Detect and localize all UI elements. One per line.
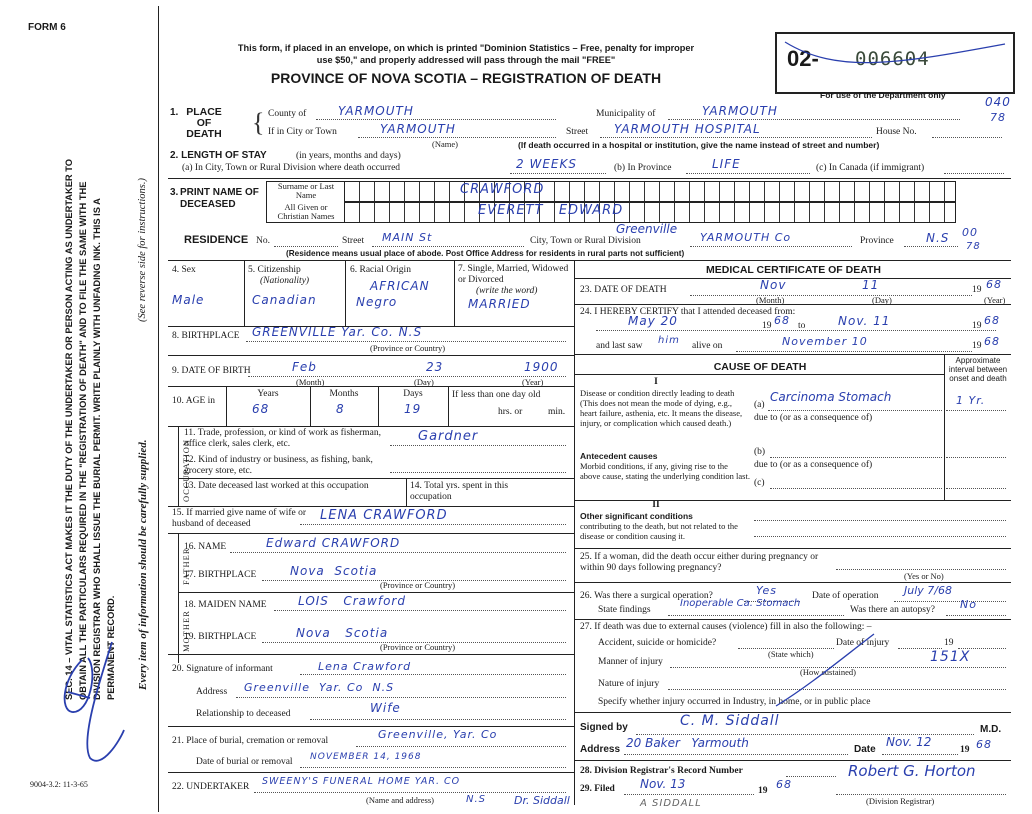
residence-label: RESIDENCE xyxy=(184,234,249,246)
county-value: YARMOUTH xyxy=(338,104,414,118)
form-code: 9004-3.2: 11-3-65 xyxy=(30,780,88,789)
cause-b-label: (b) xyxy=(754,447,766,457)
mother-name-label: 18. MAIDEN NAME xyxy=(184,600,267,610)
op-date-label: Date of operation xyxy=(812,591,879,601)
lastsaw-label: and last saw xyxy=(596,341,643,351)
statute-text: SEC. 14 – VITAL STATISTICS ACT MAKES IT THE DUTY OF THE UNDERTAKER OR PERSON ACTING AS UNDERTAKER TO OBTAIN ALL THE PARTICULARS REQUIRED IN THE "REGISTRATION OF DEATH" AND TO FILE THE SAME WITH THE DIVISION REGISTRAR WHO SHALL ISSUE THE BURIAL PERMIT. WRITE PLAINLY WITH UNFADING INK. THIS IS A PERMANENT RECORD. xyxy=(64,159,116,700)
spouse-value: LENA CRAWFORD xyxy=(320,508,448,523)
mother-bp-caption: (Province or Country) xyxy=(380,642,456,652)
stay-a-value: 2 WEEKS xyxy=(516,157,577,171)
dod-month: Nov xyxy=(760,278,787,292)
spouse-label: 15. If married give name of wife or husband of deceased xyxy=(172,508,307,529)
cause-a-consequence: due to (or as a consequence of) xyxy=(754,413,873,423)
cause-b-consequence: due to (or as a consequence of) xyxy=(754,460,873,470)
years-spent-label: 14. Total yrs. spent in this occupation xyxy=(410,481,509,502)
days-value: 19 xyxy=(404,402,422,416)
stay-b-label: (b) In Province xyxy=(614,163,672,173)
undertaker-value: SWEENY'S FUNERAL HOME YAR. CO xyxy=(262,776,461,787)
residence-street-value: MAIN St xyxy=(382,231,433,244)
dod-label: 23. DATE OF DEATH xyxy=(580,285,667,295)
trade-label: 11. Trade, profession, or kind of work as fisherman, office clerk, sales clerk, etc. xyxy=(184,428,382,449)
attend-from-century: 19 xyxy=(762,321,772,331)
father-section: FATHER xyxy=(181,547,191,585)
undertaker-extra2: A SIDDALL xyxy=(640,798,702,809)
dept-code2: 78 xyxy=(990,111,1006,124)
dob-year-caption: (Year) xyxy=(522,377,544,387)
cause-a-interval: 1 Yr. xyxy=(956,394,986,407)
city-name-caption: (Name) xyxy=(432,139,458,149)
part1-label: I xyxy=(654,377,658,387)
op-date-value: July 7/68 xyxy=(904,584,952,597)
signed-value: C. M. Siddall xyxy=(680,713,780,729)
dod-year-caption: (Year) xyxy=(984,295,1006,305)
injury-date-label: Date of injury xyxy=(836,638,890,648)
other-note: contributing to the death, but not related to the disease or condition causing it. xyxy=(580,521,738,541)
filed-value: Nov. 13 xyxy=(640,777,686,791)
sig-date-label: Date xyxy=(854,744,876,755)
sig-date-year: 68 xyxy=(976,738,992,751)
stay-a-label: (a) In City, Town or Rural Division where death occurred xyxy=(182,163,401,173)
stay-note: (in years, months and days) xyxy=(296,151,401,161)
sex-label: 4. Sex xyxy=(172,265,196,275)
father-name-label: 16. NAME xyxy=(184,542,227,552)
signed-label: Signed by xyxy=(580,722,628,733)
stay-c-label: (c) In Canada (if immigrant) xyxy=(816,163,925,173)
county-label: County of xyxy=(268,109,307,119)
industry-label: 12. Kind of industry or business, as fishing, bank, grocery store, etc. xyxy=(184,455,373,476)
mother-name-value: LOIS Crawford xyxy=(298,594,406,608)
days-label: Days xyxy=(403,389,423,399)
hospital-note: (If death occurred in a hospital or institution, give the name instead of street and number) xyxy=(518,140,880,150)
birthplace-caption: (Province or Country) xyxy=(370,343,446,353)
attend-from-year: 68 xyxy=(774,314,790,327)
informant-relation-label: Relationship to deceased xyxy=(196,709,291,719)
q25-caption: (Yes or No) xyxy=(904,571,944,581)
residence-code1: 00 xyxy=(962,226,978,239)
stay-b-value: LIFE xyxy=(712,157,741,171)
months-value: 8 xyxy=(336,402,345,416)
surname-boxes xyxy=(344,181,956,202)
residence-city-value: YARMOUTH Co xyxy=(700,231,792,244)
attend-to-century: 19 xyxy=(972,321,982,331)
given-boxes xyxy=(344,202,956,223)
municipality-label: Municipality of xyxy=(596,109,656,119)
sidebar-signature-mark xyxy=(50,640,140,770)
dob-label: 9. DATE OF BIRTH xyxy=(172,366,251,376)
street-label: Street xyxy=(566,127,589,137)
industry-question: Specify whether injury occurred in Industry, in home, or in public place xyxy=(598,697,871,707)
lastsaw-year: 68 xyxy=(984,335,1000,348)
registrar-signature: Robert G. Horton xyxy=(848,762,976,780)
form-number: FORM 6 xyxy=(28,22,66,33)
surname-value: CRAWFORD xyxy=(460,182,545,197)
strike-mark xyxy=(770,630,880,710)
undertaker-label: 22. UNDERTAKER xyxy=(172,782,250,792)
residence-note: (Residence means usual place of abode. Post Office Address for residents in rural parts not sufficient) xyxy=(286,249,685,258)
city-label: If in City or Town xyxy=(268,127,337,137)
informant-address-label: Address xyxy=(196,687,228,697)
filed-label: 29. Filed xyxy=(580,784,615,794)
given-value: EVERETT EDWARD xyxy=(478,203,624,218)
dob-month: Feb xyxy=(292,360,317,374)
cause-a-label: (a) xyxy=(754,400,765,410)
occupation-section: OCCUPATION xyxy=(181,438,191,502)
mother-bp-value: Nova Scotia xyxy=(296,626,389,640)
reg-prefix: 02- xyxy=(787,46,819,71)
autopsy-value: No xyxy=(960,598,977,611)
dob-day: 23 xyxy=(426,360,444,374)
other-label: Other significant conditions xyxy=(580,511,693,521)
sig-date-century: 19 xyxy=(960,745,970,755)
house-label: House No. xyxy=(876,127,917,137)
manner-label: Manner of injury xyxy=(598,657,663,667)
stay-label: 2. LENGTH OF STAY xyxy=(170,150,267,161)
informant-relation-value: Wife xyxy=(370,701,401,715)
form-title: PROVINCE OF NOVA SCOTIA – REGISTRATION OF DEATH xyxy=(270,70,662,86)
place-num: 1. xyxy=(170,107,179,118)
surname-label: Surname or Last Name xyxy=(277,181,335,200)
informant-address-value: Greenville Yar. Co N.S xyxy=(244,681,395,694)
md-label: M.D. xyxy=(980,724,1002,735)
citizenship-label: 5. Citizenship xyxy=(248,265,301,275)
sex-value: Male xyxy=(172,293,205,307)
icd-code: 151X xyxy=(930,649,971,665)
mother-bp-label: 19. BIRTHPLACE xyxy=(184,632,257,642)
racial-value2: Negro xyxy=(356,295,398,309)
residence-city-top: Greenville xyxy=(616,222,678,236)
q26-label: 26. Was there a surgical operation? xyxy=(580,591,713,601)
citizenship-value: Canadian xyxy=(252,293,317,307)
residence-street-label: Street xyxy=(342,236,365,246)
marital-note: (write the word) xyxy=(476,286,538,296)
lessday-label: If less than one day old xyxy=(452,390,541,400)
to-label: to xyxy=(798,321,806,331)
antecedent-note: Morbid conditions, if any, giving rise to the above cause, stating the underlying condition last. xyxy=(580,461,750,481)
dod-month-caption: (Month) xyxy=(756,295,785,305)
place-brace: { xyxy=(252,108,265,137)
burial-date-value: NOVEMBER 14, 1968 xyxy=(310,752,422,762)
how-sustained: (How sustained) xyxy=(800,667,856,677)
lastsaw-date: November 10 xyxy=(782,335,868,348)
antecedent-label: Antecedent causes xyxy=(580,451,658,461)
years-value: 68 xyxy=(252,402,270,416)
mother-section: MOTHER xyxy=(181,610,191,652)
alive-label: alive on xyxy=(692,341,723,351)
supply-text: Every item of information should be carefully supplied. xyxy=(137,439,149,690)
marital-label: 7. Single, Married, Widowed or Divorced xyxy=(458,264,569,285)
residence-code2: 78 xyxy=(966,241,981,252)
filed-year: 68 xyxy=(776,778,792,791)
dob-day-caption: (Day) xyxy=(414,377,434,387)
residence-no-label: No. xyxy=(256,236,270,246)
lastworked-label: 13. Date deceased last worked at this occupation xyxy=(184,481,369,491)
hrs-label: hrs. or xyxy=(498,407,523,417)
interval-label: Approximate interval between onset and death xyxy=(948,356,1008,383)
q25-label: 25. If a woman, did the death occur either during pregnancy or within 90 days following pregnancy? xyxy=(580,552,819,573)
racial-value1: AFRICAN xyxy=(370,279,430,293)
attend-to-year: 68 xyxy=(984,314,1000,327)
name-label: PRINT NAME OF DECEASED xyxy=(180,187,259,210)
notice-line1: This form, if placed in an envelope, on which is printed "Dominion Statistics – Free, penalty for improper xyxy=(237,43,695,53)
notice-line2: use $50," and properly addressed will pass through the mail "FREE" xyxy=(316,55,616,65)
burial-place-value: Greenville, Yar. Co xyxy=(378,728,498,741)
undertaker-value2: N.S xyxy=(466,794,487,805)
registrar-caption: (Division Registrar) xyxy=(866,796,935,806)
father-bp-value: Nova Scotia xyxy=(290,564,378,578)
cause-title: CAUSE OF DEATH xyxy=(713,361,807,373)
attend-to: Nov. 11 xyxy=(838,314,891,328)
reverse-note: (See reverse side for instructions.) xyxy=(137,178,148,322)
dod-year: 68 xyxy=(986,278,1002,291)
street-value: YARMOUTH HOSPITAL xyxy=(614,122,761,136)
birthplace-value: GREENVILLE Yar. Co. N.S xyxy=(252,325,423,339)
dod-day-caption: (Day) xyxy=(872,295,892,305)
burial-place-label: 21. Place of burial, cremation or removal xyxy=(172,736,329,746)
nature-label: Nature of injury xyxy=(598,679,660,689)
father-name-value: Edward CRAWFORD xyxy=(266,536,401,550)
findings-label: State findings xyxy=(598,605,651,615)
dob-year: 1900 xyxy=(524,360,559,374)
father-bp-caption: (Province or Country) xyxy=(380,580,456,590)
informant-sig-label: 20. Signature of informant xyxy=(172,664,273,674)
dept-code1: 040 xyxy=(985,95,1011,109)
residence-province-label: Province xyxy=(860,236,894,246)
municipality-value: YARMOUTH xyxy=(702,104,778,118)
autopsy-label: Was there an autopsy? xyxy=(850,605,935,615)
city-value: YARMOUTH xyxy=(380,122,456,136)
given-label: All Given or Christian Names xyxy=(277,202,335,221)
findings-value: Inoperable Ca. Stomach xyxy=(680,598,801,609)
record-label: 28. Division Registrar's Record Number xyxy=(580,766,743,776)
sig-address-label: Address xyxy=(580,744,621,755)
injury-century: 19 xyxy=(944,638,954,648)
attend-label: 24. I HEREBY CERTIFY that I attended deceased from: xyxy=(580,307,796,317)
undertaker-caption: (Name and address) xyxy=(366,795,434,805)
place-label: PLACE OF DEATH xyxy=(186,106,222,140)
informant-sig-value: Lena Crawford xyxy=(318,660,412,673)
lastsaw-who: him xyxy=(658,335,680,346)
lastsaw-century: 19 xyxy=(972,341,982,351)
father-bp-label: 17. BIRTHPLACE xyxy=(184,570,257,580)
q26-value: Yes xyxy=(756,584,778,597)
residence-province-value: N.S xyxy=(926,231,950,245)
accident-label: Accident, suicide or homicide? xyxy=(598,638,717,648)
sig-address-value: 20 Baker Yarmouth xyxy=(626,736,749,750)
months-label: Months xyxy=(329,389,359,399)
burial-date-label: Date of burial or removal xyxy=(196,757,293,767)
min-label: min. xyxy=(548,407,566,417)
age-label: 10. AGE in xyxy=(172,396,216,406)
disease-label: Disease or condition directly leading to death (This does not mean the mode of dying, e.g., heart failure, asthenia, etc. It means the disease, injury, or complication which caused death.) xyxy=(580,388,743,428)
filed-century: 19 xyxy=(758,786,768,796)
dod-century: 19 xyxy=(972,285,982,295)
medical-title: MEDICAL CERTIFICATE OF DEATH xyxy=(706,264,881,276)
part2-label: II xyxy=(652,500,660,510)
marital-value: MARRIED xyxy=(468,297,531,311)
dod-day: 11 xyxy=(862,278,880,292)
birthplace-label: 8. BIRTHPLACE xyxy=(172,331,240,341)
cause-c-label: (c) xyxy=(754,478,765,488)
years-label: Years xyxy=(257,389,279,399)
dept-use-label: For use of the Department only xyxy=(820,90,946,100)
trade-value: Gardner xyxy=(418,429,479,444)
reg-number: 006604 xyxy=(855,48,930,70)
residence-city-label: City, Town or Rural Division xyxy=(530,236,641,246)
registration-number-box xyxy=(775,32,1015,94)
undertaker-extra1: Dr. Siddall xyxy=(514,794,570,807)
dob-month-caption: (Month) xyxy=(296,377,325,387)
reg-number-scribble xyxy=(777,34,1013,92)
sig-date-value: Nov. 12 xyxy=(886,735,932,749)
citizenship-note: (Nationality) xyxy=(260,276,310,286)
q27-label: 27. If death was due to external causes (violence) fill in also the following: – xyxy=(580,622,872,632)
racial-label: 6. Racial Origin xyxy=(350,265,411,275)
name-num: 3. xyxy=(170,187,179,198)
sidebar-divider xyxy=(158,6,159,812)
state-which: (State which) xyxy=(768,649,814,659)
cause-a-value: Carcinoma Stomach xyxy=(770,390,892,404)
attend-from: May 20 xyxy=(628,314,678,328)
